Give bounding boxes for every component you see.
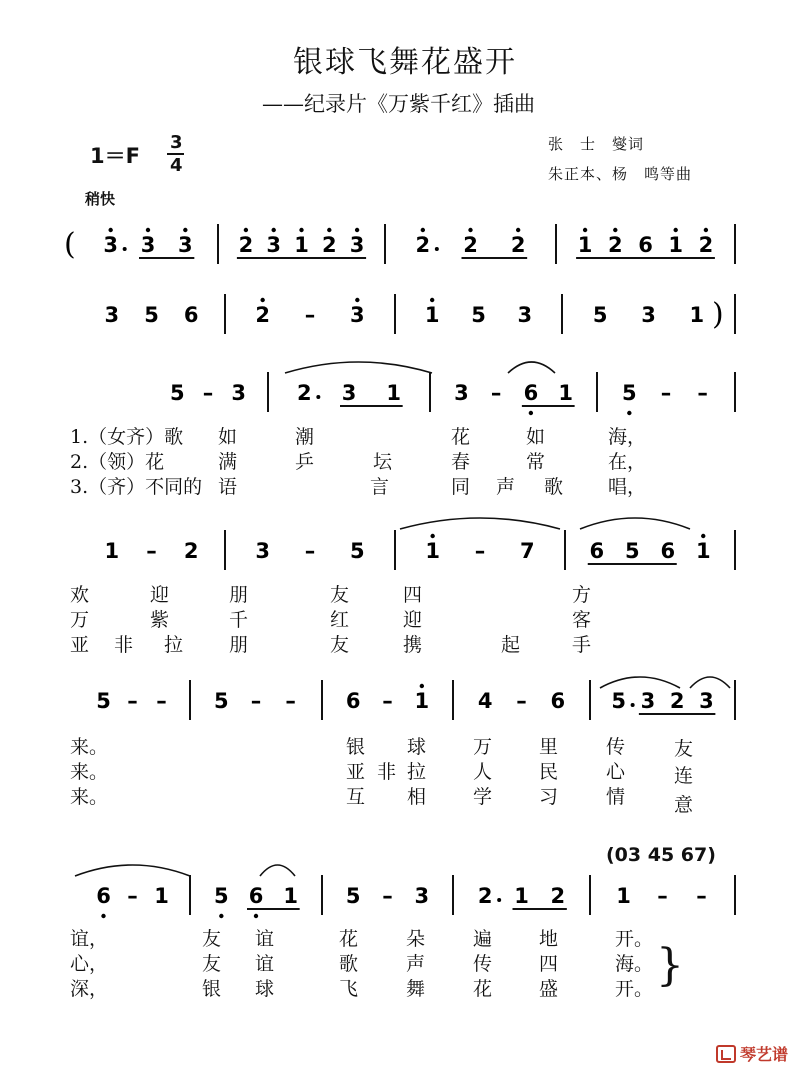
watermark-logo [716,1042,788,1065]
octave-dot [613,228,617,232]
octave-dot [355,228,359,232]
lyric-syllable: 友 [330,584,350,606]
note: 1 [283,884,298,908]
note: 6 [183,303,199,327]
octave-dot [420,684,424,688]
dash-note: – [516,689,527,713]
note: 6 [550,689,566,713]
note: 5 [170,381,185,405]
lyric-syllable: 人 [473,761,493,783]
lyric-syllable: 拉 [407,761,427,783]
lyric-syllable: 携 [403,634,423,656]
dash-note: – [490,381,502,405]
dot-note [316,395,320,399]
dash-note: – [156,689,167,713]
lyric-syllable: 春 [451,451,471,473]
note: 1 [414,689,430,713]
lyric-syllable: 坛 [373,451,393,473]
note: 3 [178,233,193,257]
dash-note: – [127,689,138,713]
lyric-syllable: 来。 [70,761,109,783]
note: 6 [96,884,111,908]
note: 2 [477,884,493,908]
note: 5 [624,539,640,563]
tempo-marking: 稍快 [85,190,116,208]
note: 5 [622,381,637,405]
octave-dot [327,228,331,232]
octave-dot [583,228,587,232]
lyric-syllable: 2.（领）花 [70,451,165,473]
octave-dot [674,228,678,232]
lyric-syllable: 银 [202,978,222,1000]
lyric-syllable: 迎 [150,584,170,606]
dash-note: – [382,689,393,713]
dot-note [631,703,635,707]
lyric-syllable: 非 [377,761,397,783]
dash-note: – [202,381,214,405]
dash-note: – [304,303,316,327]
lyric-syllable: 常 [526,451,546,473]
lyric-syllable: 朵 [406,928,426,950]
lyric-syllable: 唱， [608,476,647,498]
lyric-syllable: 谊 [255,953,275,975]
note: 3 [641,303,656,327]
time-signature-top: 3 [170,132,183,153]
song-title: 银球飞舞花盛开 [293,45,517,80]
note: 2 [698,233,714,257]
lyric-syllable: 亚 [346,761,366,783]
lyric-syllable: 友 [202,953,222,975]
lyric-syllable: 相 [407,786,427,808]
note: 3 [104,303,120,327]
lyric-syllable: 欢 [70,584,90,606]
song-subtitle: ——纪录片《万紫千红》插曲 [262,92,535,116]
lyric-syllable: 传 [606,736,626,758]
octave-dot [701,534,705,538]
lyric-syllable: 歌 [339,953,359,975]
lyric-syllable: 朋 [229,634,249,656]
dash-note: – [660,381,672,405]
note: 5 [144,303,159,327]
note: 2 [669,689,685,713]
lyric-syllable: 潮 [295,426,315,448]
lyric-syllable: 遍 [473,928,493,950]
note: 3 [140,233,156,257]
octave-dot [704,228,708,232]
lyric-syllable: 在， [608,451,647,473]
lyric-syllable: 谊， [70,928,109,950]
note: 5 [96,689,111,713]
lyric-syllable: 来。 [70,736,109,758]
lyric-syllable: 方 [572,584,592,606]
dot-note [497,898,501,902]
lyric-syllable: 连 [674,765,694,787]
note: 2 [321,233,337,257]
lyric-syllable: 情 [606,786,626,808]
note: 3 [255,539,270,563]
octave-dot [244,228,248,232]
note: 1 [425,539,440,563]
lyric-syllable: 亚 [70,634,90,656]
lyric-syllable: 花 [339,928,359,950]
dash-note: – [127,884,138,908]
note: 1 [104,539,120,563]
lyric-syllable: 里 [539,736,559,758]
note: 3 [454,381,469,405]
octave-dot [272,228,276,232]
note: 1 [558,381,573,405]
verse-brace: } [656,940,684,991]
note: 7 [520,539,535,563]
lyric-syllable: 同 [451,476,471,498]
slur [400,518,560,529]
note: 1 [616,884,631,908]
note: 5 [214,689,229,713]
note: 3 [266,233,282,257]
lyric-syllable: 学 [473,786,493,808]
slur [285,362,432,373]
lyric-syllable: 声 [406,953,426,975]
octave-dot [627,411,631,415]
lyric-syllable: 银 [346,736,366,758]
octave-dot [108,228,112,232]
lyric-syllable: 海， [608,426,647,448]
note: 3 [349,233,365,257]
lyric-syllable: 语 [218,476,238,498]
lyric-syllable: 传 [473,953,493,975]
dash-note: – [304,539,316,563]
slur [690,677,730,688]
note: 2 [238,233,254,257]
note: 1 [386,381,401,405]
lyric-syllable: 开。 [615,978,654,1000]
note: 6 [523,381,539,405]
note: 5 [611,689,626,713]
note: 6 [638,233,653,257]
octave-dot [101,914,105,918]
octave-dot [299,228,303,232]
dash-note: – [696,884,707,908]
lyric-syllable: 四 [539,953,559,975]
logo-icon [716,1045,736,1063]
lyric-syllable: 友 [330,634,350,656]
octave-dot [254,914,258,918]
note: 2 [255,303,270,327]
note: 6 [589,539,605,563]
lyric-syllable: 客 [572,609,592,631]
lyric-syllable: 红 [330,609,350,631]
note: 4 [477,689,493,713]
lyric-syllable: 意 [674,794,694,816]
lyric-syllable: 花 [451,426,471,448]
slur [260,865,295,876]
composer-credit: 朱正本、杨 鸣等曲 [548,165,693,183]
note: 3 [640,689,656,713]
dash-note: – [474,539,486,563]
octave-dot [183,228,187,232]
note: 5 [350,539,365,563]
lyric-syllable: 声 [496,476,516,498]
note: 5 [471,303,486,327]
lyric-syllable: 3.（齐）不同的 [70,476,203,498]
lyric-syllable: 手 [572,634,592,656]
lyric-syllable: 紫 [150,609,170,631]
note: 2 [607,233,623,257]
slur [75,865,190,876]
dash-note: – [285,689,296,713]
note: 2 [510,233,526,257]
lyric-syllable: 满 [218,451,238,473]
octave-dot [219,914,223,918]
note: 1 [424,303,440,327]
note: 1 [695,539,711,563]
lyric-syllable: 乒 [295,451,315,473]
lyricist-credit: 张 士 燮词 [548,135,645,153]
note: 1 [689,303,705,327]
octave-dot [146,228,150,232]
dash-note: – [697,381,708,405]
octave-dot [468,228,472,232]
lyric-syllable: 盛 [539,978,559,1000]
lyric-syllable: 言 [370,476,390,498]
dash-note: – [657,884,668,908]
note: 2 [183,539,199,563]
note: 3 [103,233,118,257]
note: 5 [345,884,361,908]
lyric-syllable: 深， [70,978,109,1000]
note: 1 [294,233,309,257]
lyric-syllable: 千 [229,609,249,631]
lyric-syllable: 互 [346,786,366,808]
note: 3 [341,381,357,405]
lyric-syllable: 四 [403,584,423,606]
note: 2 [463,233,478,257]
lyric-syllable: 拉 [164,634,184,656]
note: 5 [214,884,229,908]
lyric-syllable: 习 [539,786,559,808]
lyric-syllable: 地 [539,928,559,950]
note: 6 [660,539,676,563]
dot-note [123,247,127,251]
phrase-close-bracket: ) [712,297,724,332]
lyric-syllable: 开。 [615,928,654,950]
lyric-syllable: 1.（女齐）歌 [70,426,184,448]
lyric-syllable: 谊 [255,928,275,950]
note: 6 [345,689,361,713]
slur [580,518,690,529]
octave-dot [516,228,520,232]
dash-note: – [146,539,157,563]
note: 3 [699,689,714,713]
lyric-syllable: 飞 [339,978,359,1000]
note: 2 [550,884,566,908]
note: 1 [514,884,529,908]
note: 6 [248,884,264,908]
octave-dot [421,228,425,232]
note: 3 [231,381,246,405]
phrase-open-bracket: ( [64,227,76,262]
lyric-syllable: 歌 [544,476,564,498]
lyric-syllable: 朋 [229,584,249,606]
lyric-syllable: 如 [526,426,546,448]
note: 3 [414,884,430,908]
lyric-syllable: 球 [255,978,275,1000]
note: 1 [577,233,593,257]
dash-note: – [250,689,262,713]
lyric-syllable: 来。 [70,786,109,808]
octave-dot [260,298,264,302]
watermark-text: 琴艺谱 [739,1045,788,1064]
octave-dot [529,411,533,415]
dash-note: – [382,884,393,908]
lyric-syllable: 起 [501,634,521,656]
lyric-syllable: 如 [218,426,238,448]
lyric-syllable: 万 [473,736,493,758]
note: 1 [154,884,169,908]
octave-dot [430,298,434,302]
slur [508,362,555,373]
lyric-syllable: 舞 [406,978,426,1000]
note: 2 [297,381,312,405]
note: 3 [517,303,533,327]
lyric-syllable: 民 [539,761,559,783]
time-signature-bottom: 4 [170,155,183,176]
lyric-syllable: 迎 [403,609,423,631]
slur [600,677,680,688]
lyric-syllable: 心 [606,761,626,783]
lyric-syllable: 心， [70,953,109,975]
note: 3 [350,303,365,327]
lyric-syllable: 万 [70,609,90,631]
note: 2 [415,233,431,257]
note: 1 [668,233,684,257]
octave-dot [430,534,434,538]
dot-note [435,247,439,251]
interlude-notes: (03 45 67) [606,844,716,866]
lyric-syllable: 球 [407,736,427,758]
lyric-syllable: 友 [674,738,694,760]
octave-dot [355,298,359,302]
lyric-syllable: 友 [202,928,222,950]
lyric-syllable: 海。 [615,953,654,975]
note: 5 [592,303,608,327]
lyric-syllable: 花 [473,978,493,1000]
key-signature: 1＝F [90,144,140,168]
lyric-syllable: 非 [114,634,134,656]
